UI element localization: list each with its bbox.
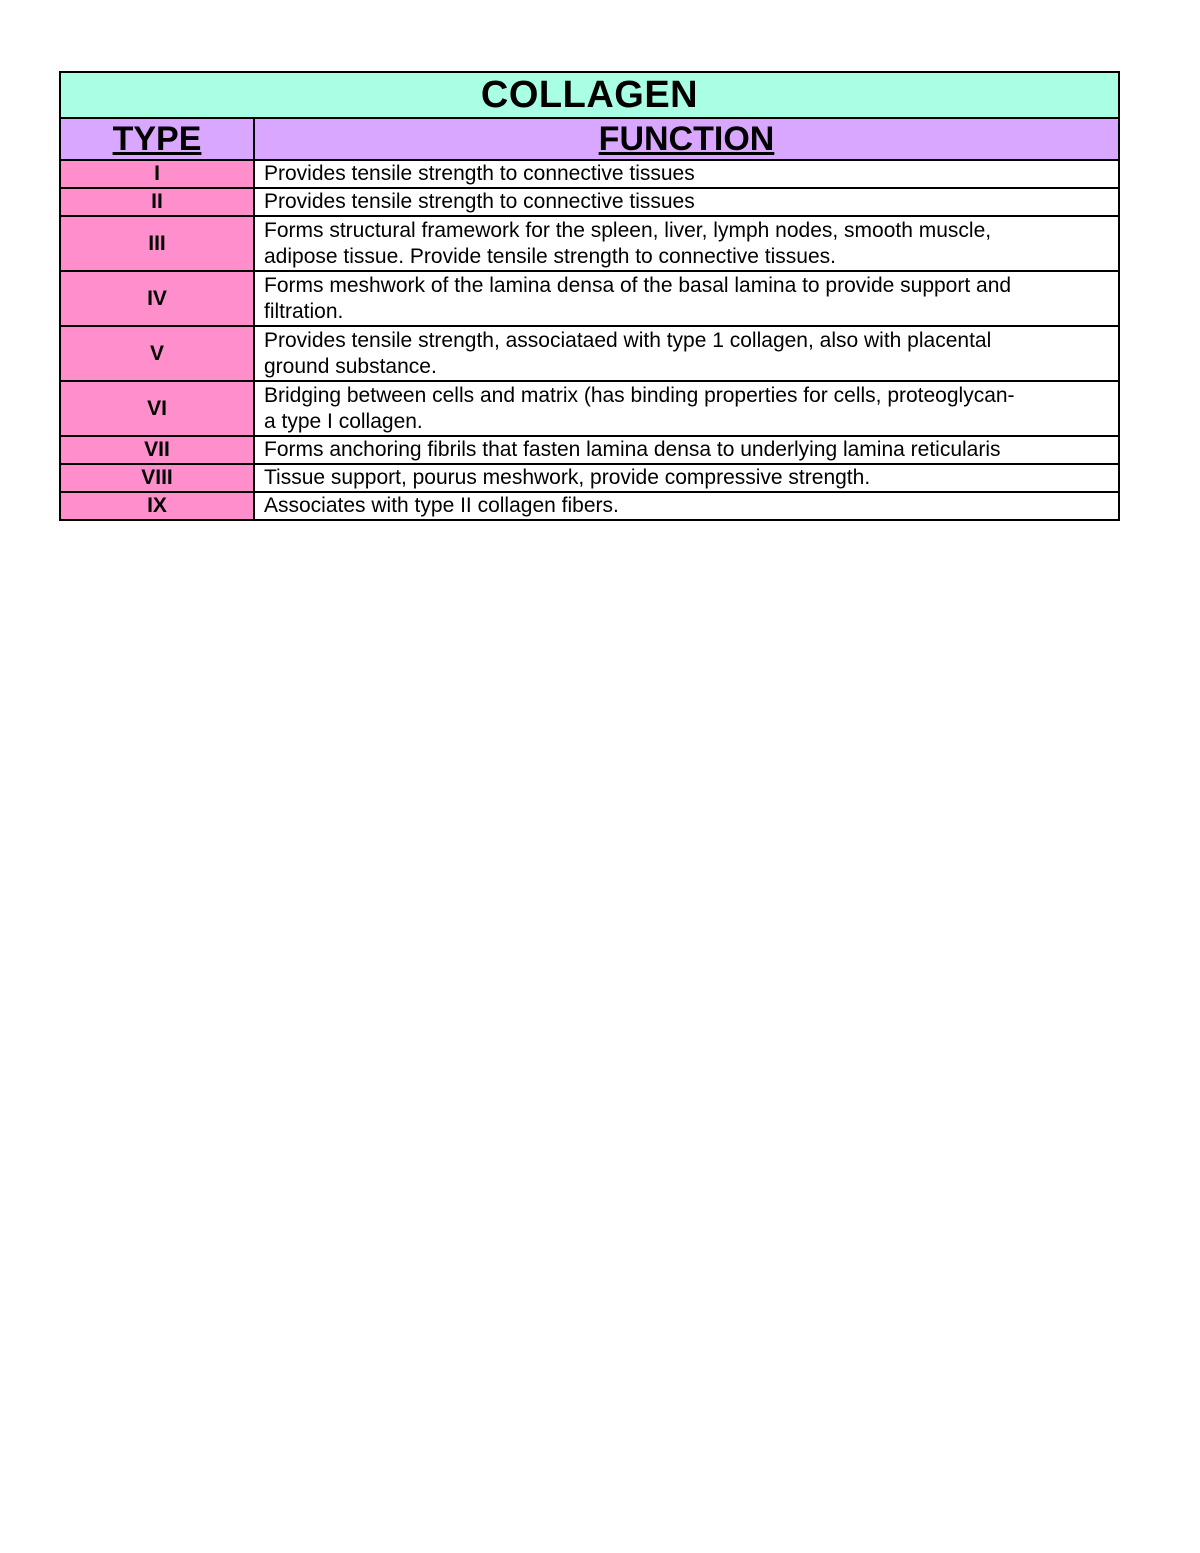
collagen-type-cell: I <box>60 160 254 188</box>
collagen-table <box>59 71 1120 521</box>
collagen-function-text: Forms anchoring fibrils that fasten lamina densa to underlying lamina reticularis <box>264 438 1001 461</box>
collagen-function-cell <box>254 216 1119 271</box>
collagen-function-text: Provides tensile strength to connective tissues <box>264 190 695 213</box>
table-row <box>60 492 1119 520</box>
collagen-function-cell <box>254 326 1119 381</box>
header-row <box>60 118 1119 160</box>
table-row <box>60 160 1119 188</box>
title-row <box>60 72 1119 118</box>
collagen-type-cell: VII <box>60 436 254 464</box>
collagen-function-text: Provides tensile strength, associataed with type 1 collagen, also with placental ground substance. <box>264 328 992 378</box>
collagen-type-cell: VIII <box>60 464 254 492</box>
table-row <box>60 381 1119 436</box>
collagen-type-cell: IV <box>60 271 254 326</box>
table-title: COLLAGEN <box>60 72 1119 118</box>
collagen-sheet <box>59 71 1118 521</box>
collagen-function-cell <box>254 381 1119 436</box>
table-row <box>60 216 1119 271</box>
collagen-function-text: Tissue support, pourus meshwork, provide compressive strength. <box>264 466 871 489</box>
type-column-header: TYPE <box>60 118 254 160</box>
collagen-function-text: Associates with type II collagen fibers. <box>264 494 619 517</box>
collagen-type-cell: VI <box>60 381 254 436</box>
collagen-function-text: Forms structural framework for the spleen, liver, lymph nodes, smooth muscle, adipose tissue. Provide tensile strength to connective tissues. <box>264 218 992 268</box>
collagen-type-cell: III <box>60 216 254 271</box>
collagen-function-cell <box>254 436 1119 464</box>
table-row <box>60 464 1119 492</box>
function-column-header: FUNCTION <box>254 118 1119 160</box>
collagen-function-text: Provides tensile strength to connective tissues <box>264 162 695 185</box>
collagen-function-cell <box>254 464 1119 492</box>
collagen-function-cell <box>254 188 1119 216</box>
table-row <box>60 271 1119 326</box>
collagen-function-cell <box>254 160 1119 188</box>
collagen-function-cell <box>254 492 1119 520</box>
collagen-type-cell: V <box>60 326 254 381</box>
table-row <box>60 326 1119 381</box>
collagen-function-cell <box>254 271 1119 326</box>
collagen-function-text: Forms meshwork of the lamina densa of the basal lamina to provide support and filtration. <box>264 273 1012 323</box>
table-row <box>60 188 1119 216</box>
table-row <box>60 436 1119 464</box>
collagen-function-text: Bridging between cells and matrix (has binding properties for cells, proteoglycan- a type I collagen. <box>264 383 1015 433</box>
collagen-table-body <box>60 72 1119 520</box>
collagen-type-cell: IX <box>60 492 254 520</box>
collagen-type-cell: II <box>60 188 254 216</box>
